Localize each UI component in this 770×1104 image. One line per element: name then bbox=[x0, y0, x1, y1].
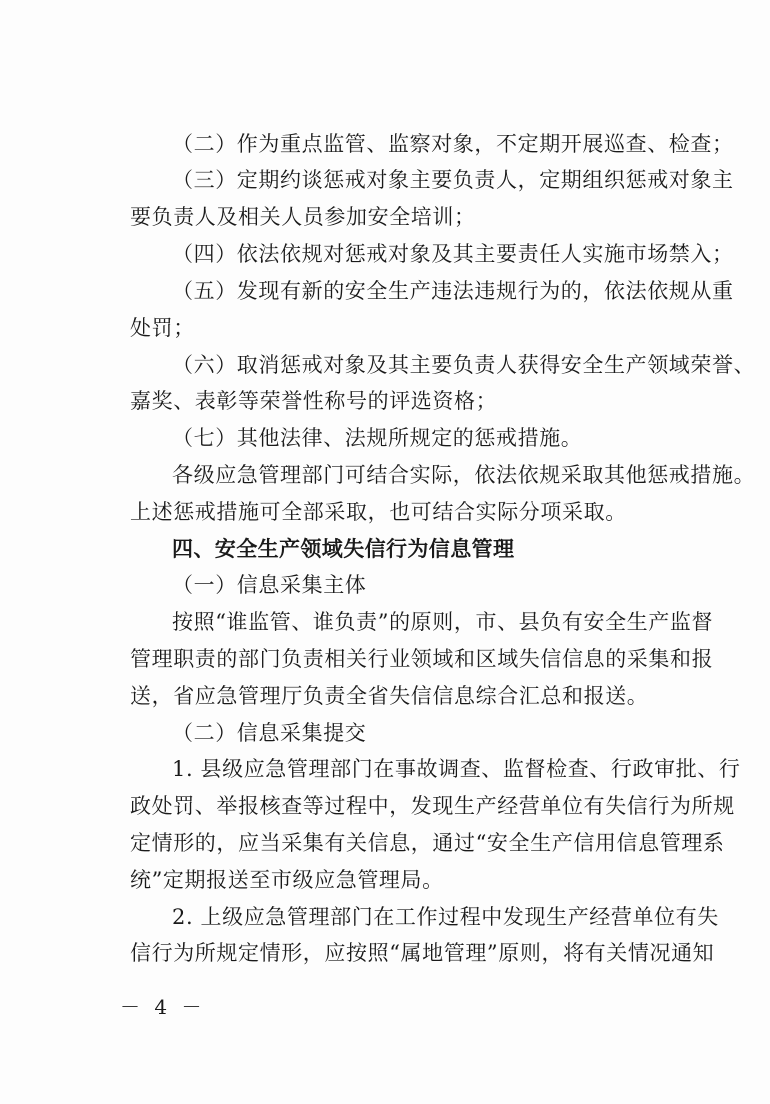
section-heading: 四、安全生产领域失信行为信息管理 bbox=[172, 537, 515, 561]
paragraph-line: （六）取消惩戒对象及其主要负责人获得安全生产领域荣誉、 bbox=[172, 353, 756, 377]
paragraph-line: 1. 县级应急管理部门在事故调查、监督检查、行政审批、行 bbox=[172, 757, 741, 781]
paragraph-line: （五）发现有新的安全生产违法违规行为的，依法依规从重 bbox=[172, 279, 734, 303]
paragraph-line: 统”定期报送至市级应急管理局。 bbox=[130, 868, 444, 892]
paragraph-line: 信行为所规定情形，应按照“属地管理”原则，将有关情况通知 bbox=[130, 941, 715, 965]
paragraph-line: 要负责人及相关人员参加安全培训； bbox=[130, 205, 476, 229]
paragraph-line: 处罚； bbox=[130, 316, 195, 340]
paragraph-line: 管理职责的部门负责相关行业领域和区域失信信息的采集和报 bbox=[130, 647, 714, 671]
paragraph-line: 定情形的，应当采集有关信息，通过“安全生产信用信息管理系 bbox=[130, 831, 725, 855]
paragraph-line: （四）依法依规对惩戒对象及其主要责任人实施市场禁入； bbox=[172, 242, 734, 266]
subsection-heading: （二）信息采集提交 bbox=[172, 721, 367, 745]
paragraph-line: （二）作为重点监管、监察对象，不定期开展巡查、检查； bbox=[172, 132, 734, 156]
subsection-heading: （一）信息采集主体 bbox=[172, 573, 367, 597]
page-number: － 4 － bbox=[120, 995, 206, 1019]
paragraph-line: （七）其他法律、法规所规定的惩戒措施。 bbox=[172, 426, 583, 450]
paragraph-line: 各级应急管理部门可结合实际，依法依规采取其他惩戒措施。 bbox=[172, 463, 756, 487]
paragraph-line: （三）定期约谈惩戒对象主要负责人，定期组织惩戒对象主 bbox=[172, 168, 734, 192]
paragraph-line: 送，省应急管理厅负责全省失信信息综合汇总和报送。 bbox=[130, 684, 649, 708]
paragraph-line: 嘉奖、表彰等荣誉性称号的评选资格； bbox=[130, 389, 498, 413]
paragraph-line: 按照“谁监管、谁负责”的原则，市、县负有安全生产监督 bbox=[172, 610, 714, 634]
paragraph-line: 2. 上级应急管理部门在工作过程中发现生产经营单位有失 bbox=[172, 905, 719, 929]
paragraph-line: 政处罚、举报核查等过程中，发现生产经营单位有失信行为所规 bbox=[130, 794, 735, 818]
paragraph-line: 上述惩戒措施可全部采取，也可结合实际分项采取。 bbox=[130, 500, 627, 524]
